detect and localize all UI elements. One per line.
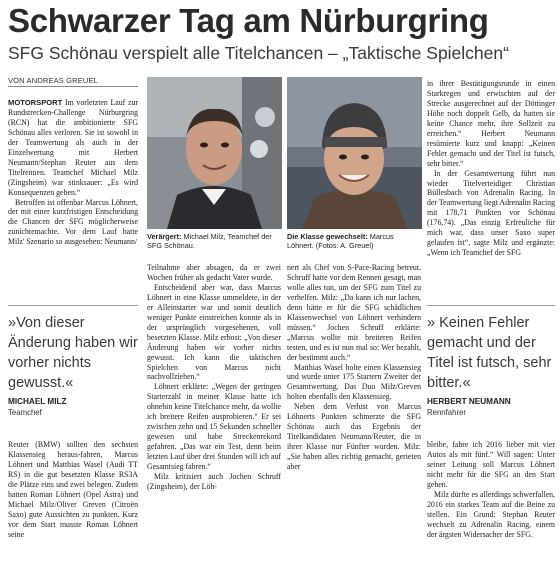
quote-attribution-role: Rennfahrer: [427, 408, 467, 417]
author-byline: VON ANDREAS GREUEL: [8, 76, 98, 85]
paragraph: Neben dem Verlust von Marcus Löhnerts Punkten schmerzte die SFG Schönau auch das Ergebnis der Titelkandidaten Neumann/Reuter, die in ihrer Klasse nur Fünfter wurden. Milz: „Sie haben alles richtig gemacht, gerieten aber: [287, 402, 421, 472]
photo-caption-milz: Verärgert: Michael Milz, Teamchef der SFG Schönau.: [147, 232, 272, 251]
article-headline: Schwarzer Tag am Nürburgring: [8, 2, 489, 39]
column-2: [147, 263, 281, 492]
paragraph: Betroffen ist offenbar Marcus Löhnert, der mit einer kurzfristigen Entscheidung die Chancen der SFG möglicherweise zunichtemachte. Vor dem Lauf hatte Milz' Szenario so ausgesehen: Neumann/: [8, 197, 138, 247]
paragraph: Reuter (BMW) sollten den sechsten Klassensieg heraus-fahren, Marcus Löhnert und Matthias Wasel (Audi TT RS) in die gut besetzten Klasse RS3A die Plätze eins und zwei belegen. Zudem hatten Roman Löhnert (Opel Astra) und Michael Milz/Oliver Greven (Citroën Saxo) gute Aussichten zu punkten. Kurz vor dem Start musste Roman Löhnert seine: [8, 440, 138, 539]
paragraph: nert als Chef von S-Pace-Racing betreut. Schruff hatte vor dem Rennen gesagt, man wolle alles tun, um der SFG zum Titel zu verhelfen. Milz: „Da kann ich nur lachen, denn hätte er für die SFG schädlichen Klassenwechsel von Löhnert verhindern müssen.“ Jochen Schruff erklärte: „Marcus wollte mit breiteren Reifen testen, und es ist nun mal so: Wer bezahlt, der bestimmt auch.“: [287, 263, 421, 362]
paragraph: Löhnert erklärte: „Wegen der geringen Starterzahl in meiner Klasse hatte ich ohnehin keine Titelchance mehr, da wollte ich breitere Reifen ausprobieren.“ Er sei zwischen zehn und 15 Sekunden schneller gewesen und habe Streckenrekord gefahren. „Das war ein Test, denn beim letzten Lauf über drei Stunden will ich auf Gesamtsieg fahren.“: [147, 382, 281, 472]
paragraph: in ihrer Bestätigungsrunde in einen Starkregen und erwischten auf der Strecke ausgerechnet auf der Döttinger Höhe noch doppelt Gelb, da hatten sie keine Chance mehr, ihre Sollzeit zu erreichen.“ Herbert Neumann resümierte kurz und knapp: „Keinen Fehler gemacht und der Titel ist futsch, sehr bitter.“: [427, 79, 555, 168]
pull-quote-neumann: » Keinen Fehler gemacht und der Titel ist futsch, sehr bitter.«: [427, 315, 552, 391]
quote-rule: [427, 305, 555, 306]
paragraph: Teilnahme aber absagen, da er zwei Wochen früher als gedacht Vater wurde.: [147, 263, 281, 282]
paragraph: Entscheidend aber war, dass Marcus Löhnert in eine Klasse ummeldete, in der er Alleinstarter war und somit deutlich weniger Punkte einstreichen konnte als in der ursprünglich vorgesehenen, voll besetzten Klasse. Milz erbost: „Von dieser Änderung haben wir vorher nichts gewusst. Ich kann die taktischen Spielchen von Marcus nicht nachvollziehen.“: [147, 282, 281, 382]
photo-milz: [147, 77, 282, 229]
photo-loehnert: [287, 77, 422, 229]
column-1-top: [8, 98, 138, 247]
quote-attribution-name: MICHAEL MILZ: [8, 397, 67, 406]
article-subheadline: SFG Schönau verspielt alle Titelchancen – „Taktische Spielchen“: [8, 43, 509, 63]
quote-attribution-name: HERBERT NEUMANN: [427, 397, 511, 406]
column-1-bottom: [8, 440, 138, 540]
column-4-bottom: [427, 440, 555, 540]
paragraph: Matthias Wasel holte einen Klassensieg und wurde unter 175 Startern Zweiter der Gesamtwertung. Das Duo Milz/Greven holten ebenfalls den Klassensieg.: [287, 362, 421, 402]
portrait-photo-milz: [147, 77, 282, 229]
photo-caption-loehnert: Die Klasse gewechselt: Marcus Löhnert. (Fotos: A. Greuel): [287, 232, 394, 251]
paragraph: Milz dürfte es allerdings schwerfallen, 2016 ein starkes Team auf die Beine zu stellen. Ein Grund: Stephan Reuter wechselt zu Adrenalin Racing, einem der ärgsten Widersacher der SFG.: [427, 489, 555, 539]
portrait-photo-loehnert: [287, 77, 422, 229]
paragraph: bleibe, fahre ich 2016 lieber mit vier Autos als mit fünf.“ Will sagen: Unter seiner Leitung soll Marcus Löhnert nicht mehr für die SFG an den Start gehen.: [427, 440, 555, 489]
lead-paragraph: Im vorletzten Lauf zur Rundstrecken-Challenge Nürburgring (RCN) hat die ambitionierte SFG Schönau alles verloren. Sie ist sowohl in der Teamwertung als auch in der Einzelwertung mit Herbert Neumann/Stephan Reuter aus dem Titelrennen. Teamchef Michael Milz (Zingsheim) war stinksauer: „Es wird Konsequenzen geben.“: [8, 98, 138, 197]
column-4-top: [427, 79, 555, 258]
column-3: [287, 263, 421, 472]
paragraph: Milz kritisiert auch Jochen Schruff (Zingsheim), der Löh-: [147, 472, 281, 491]
kicker: MOTORSPORT: [8, 98, 63, 107]
paragraph: In der Gesamtwertung führt nun wieder Titelverteidiger Christian Büllesbach von Adrenalin Racing. In der Teamwertung liegt Adrenalin Racing mit 178,71 Punkten vor Schönau (176,74). „Das einzig Erfreuliche für mich war, dass unser Saxo super gelaufen ist“, sagte Milz und ergänzte: „Wenn ich Teamchef der SFG: [427, 168, 555, 258]
byline-rule: [8, 86, 138, 87]
pull-quote-milz: »Von dieser Änderung haben wir vorher nichts gewusst.«: [8, 315, 138, 391]
quote-attribution-role: Teamchef: [8, 408, 42, 417]
quote-rule: [8, 305, 138, 306]
